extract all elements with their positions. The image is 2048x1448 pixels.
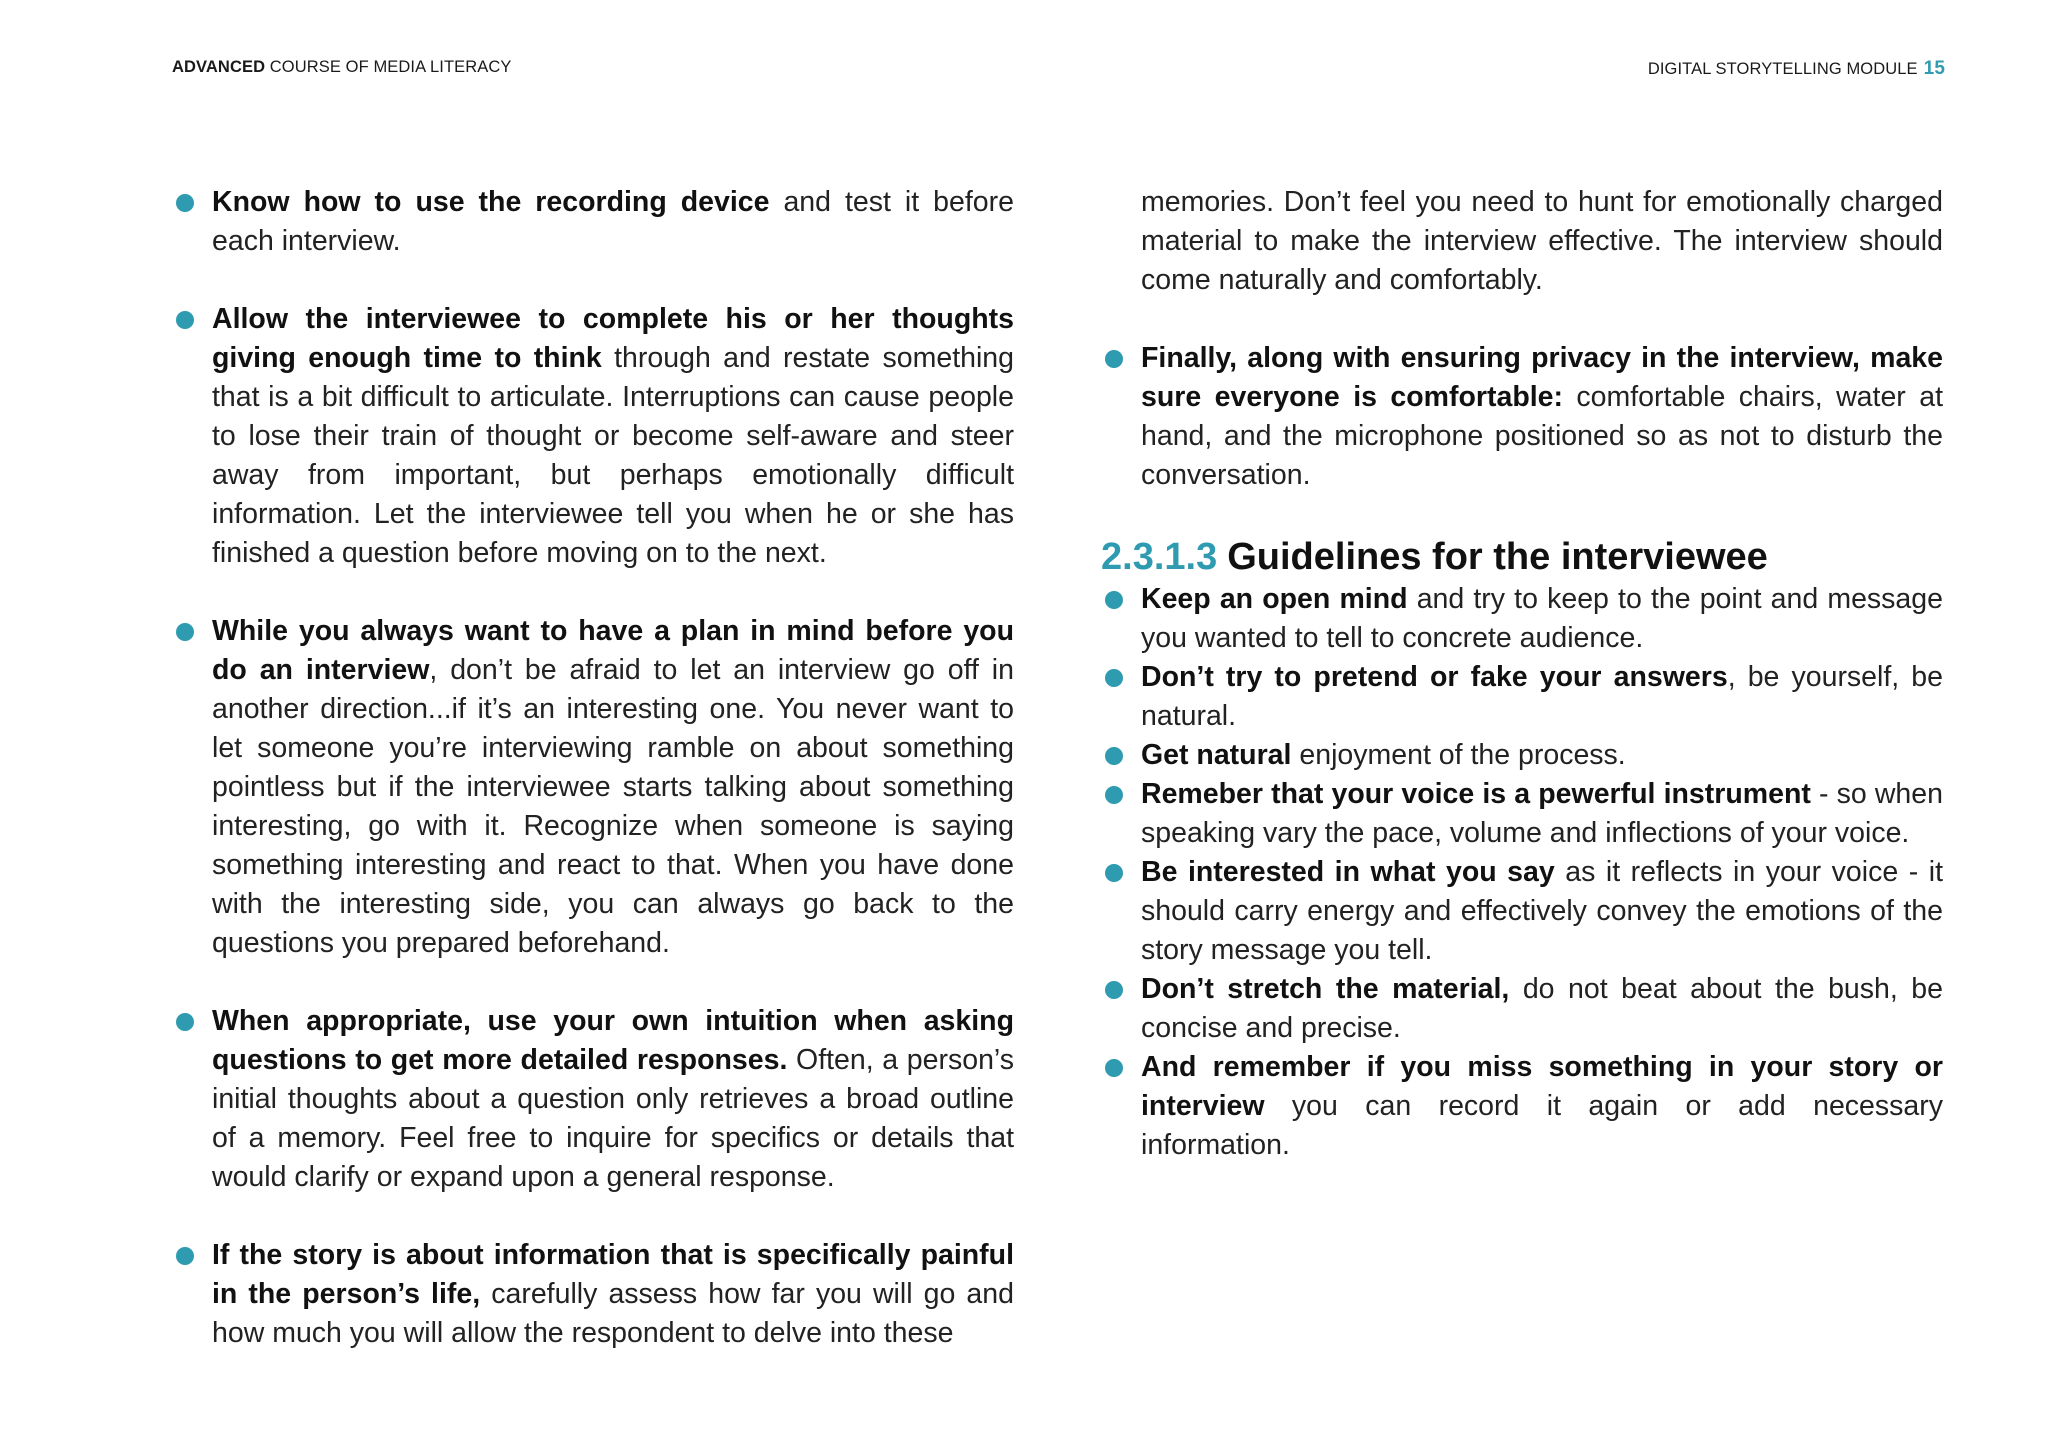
section-heading — [1101, 534, 1943, 580]
section-title-text: Guidelines for the interviewee — [1227, 536, 1768, 578]
list-item: And remember if you miss something in your story or interview you can record it again or add necessary information. — [1101, 1048, 1943, 1165]
list-item: Finally, along with ensuring privacy in the interview, make sure everyone is comfortable: comfortable chairs, water at hand, and the microphone positioned so as not to disturb the conversation. — [1101, 339, 1943, 495]
list-item: Don’t try to pretend or fake your answers, be yourself, be natural. — [1101, 658, 1943, 736]
continued-paragraph: memories. Don’t feel you need to hunt for emotionally charged material to make the interview effective. The interview should come naturally and comfortably. — [1141, 186, 1943, 296]
list-item: If the story is about information that is specifically painful in the person’s life, carefully assess how far you will go and how much you will allow the respondent to delve into these — [172, 1236, 1014, 1353]
list-item: Remeber that your voice is a pewerful instrument - so when speaking vary the pace, volume and inflections of your voice. — [1101, 775, 1943, 853]
section-number: 2.3.1.3 — [1101, 536, 1218, 578]
page-header — [172, 58, 1945, 82]
list-item: Know how to use the recording device and test it before each interview. — [172, 183, 1014, 261]
list-item: Be interested in what you say as it reflects in your voice - it should carry energy and effectively convey the emotions of the story message you tell. — [1101, 853, 1943, 970]
left-column — [172, 183, 1014, 1353]
list-item: While you always want to have a plan in mind before you do an interview, don’t be afraid to let an interview go off in another direction...if it’s an interesting one. You never want to let someone you’re interviewing ramble on about something pointless but if the interviewee starts talking about something interesting, go with it. Recognize when someone is saying something interesting and react to that. When you have done with the interesting side, you can always go back to the questions you prepared beforehand. — [172, 612, 1014, 963]
module-title: DIGITAL STORYTELLING MODULE 15 — [1647, 58, 1945, 79]
list-item: Keep an open mind and try to keep to the point and message you wanted to tell to concrete audience. — [1101, 580, 1943, 658]
course-title: ADVANCED COURSE OF MEDIA LITERACY — [172, 58, 512, 76]
list-item: Allow the interviewee to complete his or her thoughts giving enough time to think through and restate something that is a bit difficult to articulate. Interruptions can cause people to lose their train of thought or become self-aware and steer away from important, but perhaps emotionally difficult information. Let the interviewee tell you when he or she has finished a question before moving on to the next. — [172, 300, 1014, 573]
right-column — [1101, 183, 1943, 1165]
list-item: Don’t stretch the material, do not beat about the bush, be concise and precise. — [1101, 970, 1943, 1048]
list-item: Get natural enjoyment of the process. — [1101, 736, 1943, 775]
page-number: 15 — [1923, 58, 1945, 79]
list-item: When appropriate, use your own intuition when asking questions to get more detailed responses. Often, a person’s initial thoughts about a question only retrieves a broad outline of a memory. Feel free to inquire for specifics or details that would clarify or expand upon a general response. — [172, 1002, 1014, 1197]
